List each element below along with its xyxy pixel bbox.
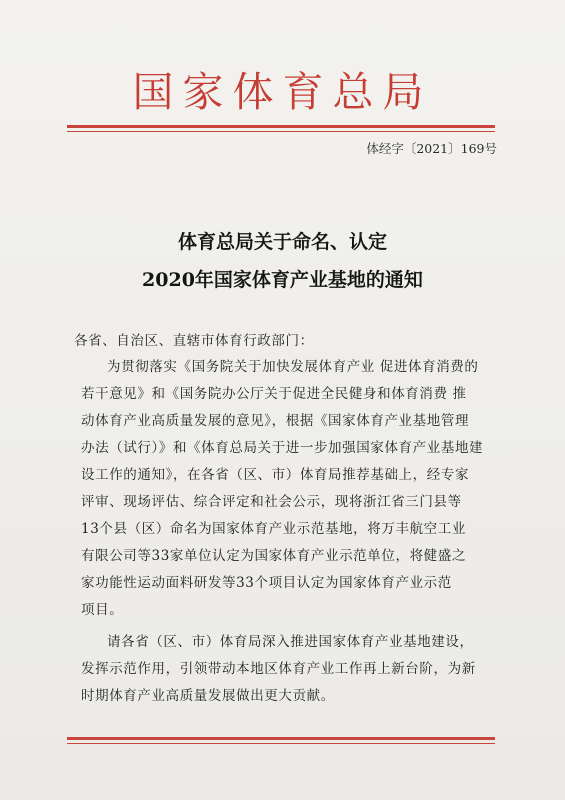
footer-rule-thick (67, 737, 495, 740)
body-line: 为贯彻落实《国务院关于加快发展体育产业 促进体育消费的 (107, 359, 479, 375)
body-line: 发挥示范作用，引领带动本地区体育产业工作再上新台阶，为新 (81, 661, 476, 677)
document-number: 体经字〔2021〕169号 (366, 141, 497, 156)
body-line: 项目。 (81, 602, 124, 618)
body-line: 办法（试行）》和《体育总局关于进一步加强国家体育产业基地建 (81, 440, 484, 456)
addressee: 各省、自治区、直辖市体育行政部门： (74, 333, 314, 349)
body-line: 评审、现场评估、综合评定和社会公示，现将浙江省三门县等 (81, 494, 462, 510)
body-line: 时期体育产业高质量发展做出更大贡献。 (81, 688, 335, 704)
title-line-2: 2020年国家体育产业基地的通知 (142, 269, 423, 291)
header-rule-thick (67, 125, 495, 128)
body-line: 13个县（区）命名为国家体育产业示范基地，将万丰航空工业 (81, 521, 466, 537)
agency-letterhead: 国家体育总局 (132, 68, 433, 116)
body-line: 有限公司等33家单位认定为国家体育产业示范单位，将健盛之 (81, 548, 466, 564)
body-line: 若干意见》和《国务院办公厅关于促进全民健身和体育消费 推 (81, 386, 467, 402)
body-line: 动体育产业高质量发展的意见》，根据《国家体育产业基地管理 (81, 413, 470, 429)
body-line: 家功能性运动面料研发等33个项目认定为国家体育产业示范 (81, 575, 452, 591)
body-line: 请各省（区、市）体育局深入推进国家体育产业基地建设， (107, 634, 474, 650)
body-line: 设工作的通知》，在各省（区、市）体育局推荐基础上，经专家 (81, 467, 470, 483)
title-line-1: 体育总局关于命名、认定 (177, 231, 387, 253)
footer-rule-thin (67, 743, 495, 744)
header-rule-thin (67, 131, 495, 132)
